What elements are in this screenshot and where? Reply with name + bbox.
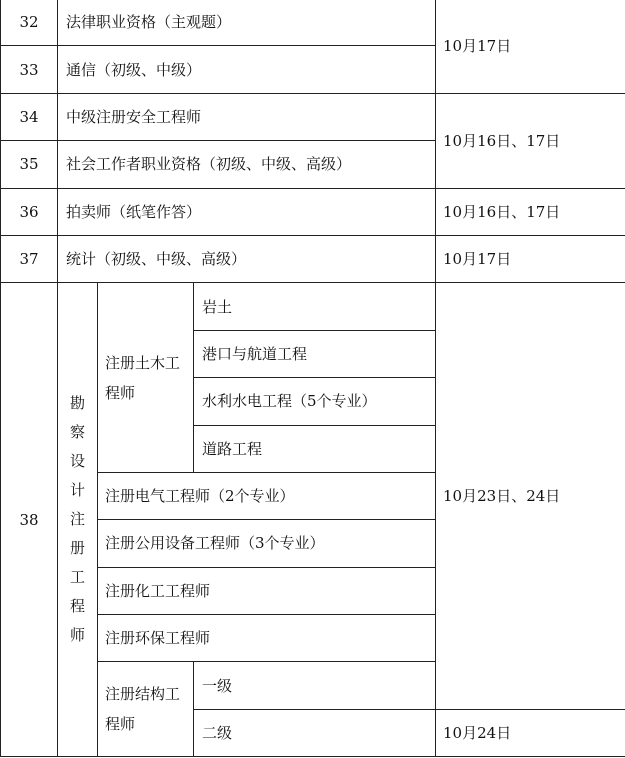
- exam-name: 法律职业资格（主观题）: [58, 0, 436, 46]
- vertical-char: 工: [69, 568, 85, 587]
- table-row: [1, 93, 625, 140]
- exam-name: 社会工作者职业资格（初级、中级、高级）: [58, 141, 436, 188]
- vertical-char: 程: [69, 597, 85, 616]
- row-number: 32: [1, 0, 58, 46]
- row-number: 33: [1, 46, 58, 93]
- exam-name: 注册化工工程师: [98, 567, 436, 614]
- vertical-category-title: [58, 283, 98, 757]
- row-number: 34: [1, 93, 58, 140]
- vertical-char: 察: [69, 423, 85, 442]
- vertical-char: 计: [69, 481, 85, 500]
- civil-engineer-label: 注册土木工程师: [98, 283, 194, 473]
- row-number: 35: [1, 141, 58, 188]
- sub-specialty: 一级: [194, 662, 436, 709]
- sub-specialty: 港口与航道工程: [194, 330, 436, 377]
- exam-name: 拍卖师（纸笔作答）: [58, 188, 436, 235]
- row-number: 38: [1, 283, 58, 757]
- exam-name: 统计（初级、中级、高级）: [58, 235, 436, 282]
- exam-date: 10月16日、17日: [436, 188, 625, 235]
- table-row: [1, 0, 625, 46]
- sub-specialty: 岩土: [194, 283, 436, 330]
- table-row: [1, 188, 625, 235]
- structural-engineer-label: 注册结构工程师: [98, 662, 194, 757]
- row-number: 37: [1, 235, 58, 282]
- exam-date: 10月17日: [436, 0, 625, 93]
- sub-specialty: 二级: [194, 709, 436, 756]
- sub-specialty: 道路工程: [194, 425, 436, 472]
- exam-name: 注册电气工程师（2个专业）: [98, 472, 436, 519]
- exam-date: 10月23日、24日: [436, 283, 625, 710]
- vertical-char: 注: [69, 510, 85, 529]
- table-row: [1, 283, 625, 330]
- table-row: [1, 235, 625, 282]
- exam-name: 注册公用设备工程师（3个专业）: [98, 520, 436, 567]
- exam-date: 10月24日: [436, 709, 625, 756]
- row-number: 36: [1, 188, 58, 235]
- sub-specialty: 水利水电工程（5个专业）: [194, 378, 436, 425]
- exam-name: 注册环保工程师: [98, 615, 436, 662]
- exam-name: 通信（初级、中级）: [58, 46, 436, 93]
- vertical-char: 师: [69, 626, 85, 645]
- exam-date: 10月16日、17日: [436, 93, 625, 188]
- vertical-char: 勘: [69, 394, 85, 413]
- vertical-char: 册: [69, 539, 85, 558]
- exam-name: 中级注册安全工程师: [58, 93, 436, 140]
- vertical-char: 设: [69, 452, 85, 471]
- exam-date: 10月17日: [436, 235, 625, 282]
